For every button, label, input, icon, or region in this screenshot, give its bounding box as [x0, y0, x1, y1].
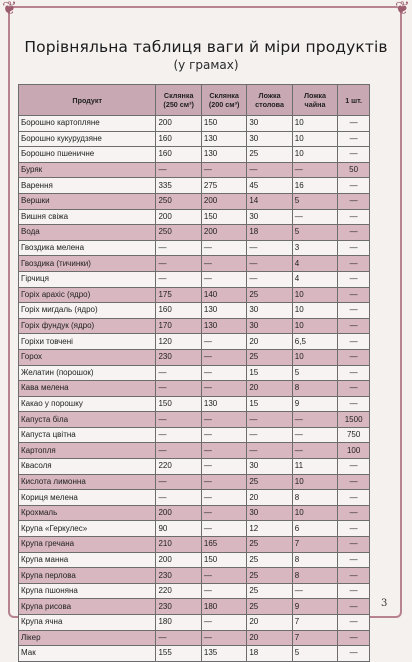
cup-200-cell: 275: [201, 178, 246, 194]
teaspoon-cell: 8: [292, 568, 337, 584]
teaspoon-cell: —: [292, 162, 337, 178]
teaspoon-cell: 8: [292, 552, 337, 568]
piece-cell: —: [338, 147, 370, 163]
cup-200-cell: 180: [201, 599, 246, 615]
cup-250-cell: 210: [156, 537, 201, 553]
tablespoon-cell: —: [247, 443, 292, 459]
cup-250-cell: —: [156, 365, 201, 381]
table-row: [19, 240, 370, 256]
teaspoon-cell: 9: [292, 396, 337, 412]
product-name-cell: Горіх фундук (ядро): [19, 318, 156, 334]
table-row: [19, 225, 370, 241]
cup-250-cell: 155: [156, 646, 201, 662]
table-row: [19, 646, 370, 662]
teaspoon-cell: 9: [292, 599, 337, 615]
teaspoon-cell: 5: [292, 365, 337, 381]
tablespoon-cell: 25: [247, 537, 292, 553]
table-row: [19, 630, 370, 646]
piece-cell: —: [338, 334, 370, 350]
piece-cell: —: [338, 131, 370, 147]
header-tablespoon: Ложка столова: [247, 85, 292, 116]
product-name-cell: Капуста цвітна: [19, 427, 156, 443]
tablespoon-cell: 30: [247, 209, 292, 225]
cup-200-cell: —: [201, 349, 246, 365]
tablespoon-cell: 25: [247, 583, 292, 599]
table-row: [19, 552, 370, 568]
product-name-cell: Крупа ячна: [19, 615, 156, 631]
cup-250-cell: 90: [156, 521, 201, 537]
table-row: [19, 537, 370, 553]
header-cup-200: Склянка (200 см³): [201, 85, 246, 116]
cup-250-cell: 200: [156, 116, 201, 132]
piece-cell: —: [338, 240, 370, 256]
piece-cell: —: [338, 209, 370, 225]
cup-200-cell: 200: [201, 193, 246, 209]
cup-250-cell: —: [156, 256, 201, 272]
teaspoon-cell: 5: [292, 193, 337, 209]
table-row: [19, 412, 370, 428]
tablespoon-cell: 15: [247, 365, 292, 381]
table-row: [19, 568, 370, 584]
cup-200-cell: —: [201, 521, 246, 537]
tablespoon-cell: 25: [247, 349, 292, 365]
tablespoon-cell: 20: [247, 490, 292, 506]
teaspoon-cell: —: [292, 583, 337, 599]
teaspoon-cell: 10: [292, 147, 337, 163]
page-subtitle: (у грамах): [173, 58, 239, 72]
table-row: [19, 615, 370, 631]
cup-200-cell: 130: [201, 131, 246, 147]
tablespoon-cell: 25: [247, 147, 292, 163]
product-name-cell: Кориця мелена: [19, 490, 156, 506]
cup-200-cell: 150: [201, 552, 246, 568]
product-name-cell: Вишня свіжа: [19, 209, 156, 225]
table-row: [19, 162, 370, 178]
table-row: [19, 459, 370, 475]
tablespoon-cell: 20: [247, 381, 292, 397]
teaspoon-cell: —: [292, 443, 337, 459]
piece-cell: —: [338, 459, 370, 475]
teaspoon-cell: 8: [292, 490, 337, 506]
piece-cell: —: [338, 474, 370, 490]
product-name-cell: Крохмаль: [19, 505, 156, 521]
product-name-cell: Вода: [19, 225, 156, 241]
cup-250-cell: 180: [156, 615, 201, 631]
table-body: [19, 116, 370, 662]
product-name-cell: Крупа манна: [19, 552, 156, 568]
tablespoon-cell: —: [247, 162, 292, 178]
cup-200-cell: —: [201, 490, 246, 506]
teaspoon-cell: 10: [292, 505, 337, 521]
teaspoon-cell: 11: [292, 459, 337, 475]
piece-cell: 1500: [338, 412, 370, 428]
cup-200-cell: —: [201, 505, 246, 521]
cup-200-cell: —: [201, 240, 246, 256]
product-name-cell: Горіх арахіс (ядро): [19, 287, 156, 303]
piece-cell: —: [338, 568, 370, 584]
teaspoon-cell: 6,5: [292, 334, 337, 350]
product-name-cell: Гірчиця: [19, 271, 156, 287]
product-name-cell: Кислота лимонна: [19, 474, 156, 490]
cup-200-cell: —: [201, 583, 246, 599]
piece-cell: —: [338, 646, 370, 662]
tablespoon-cell: —: [247, 240, 292, 256]
table-row: [19, 271, 370, 287]
cup-200-cell: —: [201, 474, 246, 490]
cup-200-cell: —: [201, 459, 246, 475]
tablespoon-cell: —: [247, 271, 292, 287]
cup-250-cell: —: [156, 240, 201, 256]
cup-200-cell: —: [201, 256, 246, 272]
piece-cell: —: [338, 256, 370, 272]
piece-cell: —: [338, 583, 370, 599]
table-header-row: [19, 85, 370, 116]
piece-cell: —: [338, 630, 370, 646]
product-name-cell: Мак: [19, 646, 156, 662]
piece-cell: —: [338, 193, 370, 209]
table-row: [19, 116, 370, 132]
piece-cell: —: [338, 225, 370, 241]
cup-250-cell: 170: [156, 318, 201, 334]
table-row: [19, 287, 370, 303]
table-row: [19, 131, 370, 147]
cup-200-cell: —: [201, 334, 246, 350]
products-table: [18, 84, 370, 662]
cup-200-cell: —: [201, 365, 246, 381]
cup-250-cell: 230: [156, 568, 201, 584]
cup-250-cell: —: [156, 490, 201, 506]
table-row: [19, 256, 370, 272]
table-row: [19, 365, 370, 381]
table-row: [19, 490, 370, 506]
tablespoon-cell: 25: [247, 474, 292, 490]
tablespoon-cell: 25: [247, 287, 292, 303]
cup-250-cell: 220: [156, 583, 201, 599]
piece-cell: —: [338, 521, 370, 537]
tablespoon-cell: —: [247, 412, 292, 428]
teaspoon-cell: —: [292, 427, 337, 443]
table-row: [19, 474, 370, 490]
tablespoon-cell: 14: [247, 193, 292, 209]
product-name-cell: Крупа пшоняна: [19, 583, 156, 599]
teaspoon-cell: 10: [292, 116, 337, 132]
piece-cell: —: [338, 365, 370, 381]
table-row: [19, 381, 370, 397]
product-name-cell: Крупа гречана: [19, 537, 156, 553]
table-row: [19, 443, 370, 459]
product-name-cell: Картопля: [19, 443, 156, 459]
tablespoon-cell: —: [247, 427, 292, 443]
product-name-cell: Варення: [19, 178, 156, 194]
table-row: [19, 583, 370, 599]
cup-250-cell: 150: [156, 396, 201, 412]
teaspoon-cell: 6: [292, 521, 337, 537]
cup-250-cell: —: [156, 162, 201, 178]
tablespoon-cell: 30: [247, 131, 292, 147]
cup-250-cell: 160: [156, 131, 201, 147]
product-name-cell: Борошно кукурудзяне: [19, 131, 156, 147]
cup-200-cell: —: [201, 412, 246, 428]
tablespoon-cell: 30: [247, 459, 292, 475]
tablespoon-cell: 25: [247, 568, 292, 584]
teaspoon-cell: 16: [292, 178, 337, 194]
cup-250-cell: —: [156, 427, 201, 443]
tablespoon-cell: 30: [247, 318, 292, 334]
header-piece: 1 шт.: [338, 85, 370, 116]
cup-200-cell: 140: [201, 287, 246, 303]
table-row: [19, 147, 370, 163]
teaspoon-cell: 10: [292, 474, 337, 490]
teaspoon-cell: 7: [292, 630, 337, 646]
tablespoon-cell: 20: [247, 334, 292, 350]
cup-250-cell: 160: [156, 303, 201, 319]
cup-250-cell: 335: [156, 178, 201, 194]
piece-cell: —: [338, 271, 370, 287]
cup-250-cell: —: [156, 474, 201, 490]
teaspoon-cell: —: [292, 412, 337, 428]
tablespoon-cell: 20: [247, 630, 292, 646]
product-name-cell: Буряк: [19, 162, 156, 178]
piece-cell: —: [338, 381, 370, 397]
table-row: [19, 318, 370, 334]
table-row: [19, 599, 370, 615]
cup-200-cell: 165: [201, 537, 246, 553]
cup-200-cell: 130: [201, 147, 246, 163]
table-row: [19, 505, 370, 521]
tablespoon-cell: 45: [247, 178, 292, 194]
product-name-cell: Горох: [19, 349, 156, 365]
table-row: [19, 303, 370, 319]
table-row: [19, 427, 370, 443]
piece-cell: —: [338, 615, 370, 631]
cup-250-cell: 230: [156, 349, 201, 365]
piece-cell: 50: [338, 162, 370, 178]
cup-200-cell: 130: [201, 318, 246, 334]
cup-200-cell: —: [201, 615, 246, 631]
cup-250-cell: 175: [156, 287, 201, 303]
table-row: [19, 349, 370, 365]
cup-200-cell: —: [201, 427, 246, 443]
cup-200-cell: —: [201, 271, 246, 287]
cup-250-cell: 250: [156, 193, 201, 209]
product-name-cell: Капуста біла: [19, 412, 156, 428]
tablespoon-cell: 25: [247, 552, 292, 568]
header-cup-250: Склянка (250 см³): [156, 85, 201, 116]
teaspoon-cell: 7: [292, 537, 337, 553]
teaspoon-cell: 3: [292, 240, 337, 256]
product-name-cell: Борошно пшеничне: [19, 147, 156, 163]
teaspoon-cell: 4: [292, 256, 337, 272]
table-row: [19, 178, 370, 194]
piece-cell: —: [338, 303, 370, 319]
piece-cell: —: [338, 505, 370, 521]
cup-200-cell: —: [201, 630, 246, 646]
cup-200-cell: 135: [201, 646, 246, 662]
teaspoon-cell: —: [292, 209, 337, 225]
piece-cell: —: [338, 396, 370, 412]
product-name-cell: Кава мелена: [19, 381, 156, 397]
piece-cell: —: [338, 490, 370, 506]
cup-250-cell: —: [156, 271, 201, 287]
teaspoon-cell: 10: [292, 287, 337, 303]
tablespoon-cell: 30: [247, 303, 292, 319]
cup-250-cell: —: [156, 381, 201, 397]
cup-200-cell: 150: [201, 116, 246, 132]
table-row: [19, 209, 370, 225]
product-name-cell: Желатин (порошок): [19, 365, 156, 381]
product-name-cell: Горіхи товчені: [19, 334, 156, 350]
piece-cell: —: [338, 178, 370, 194]
cup-200-cell: —: [201, 443, 246, 459]
cup-250-cell: 250: [156, 225, 201, 241]
tablespoon-cell: 30: [247, 116, 292, 132]
teaspoon-cell: 8: [292, 381, 337, 397]
cup-250-cell: 120: [156, 334, 201, 350]
tablespoon-cell: 25: [247, 599, 292, 615]
cup-250-cell: —: [156, 630, 201, 646]
piece-cell: 750: [338, 427, 370, 443]
cup-250-cell: —: [156, 412, 201, 428]
cup-200-cell: —: [201, 568, 246, 584]
product-name-cell: Гвоздика мелена: [19, 240, 156, 256]
table-row: [19, 334, 370, 350]
teaspoon-cell: 5: [292, 646, 337, 662]
product-name-cell: Крупа «Геркулес»: [19, 521, 156, 537]
product-name-cell: Какао у порошку: [19, 396, 156, 412]
tablespoon-cell: 12: [247, 521, 292, 537]
cup-200-cell: 130: [201, 396, 246, 412]
page-number: 3: [381, 598, 388, 609]
tablespoon-cell: —: [247, 256, 292, 272]
cup-250-cell: 220: [156, 459, 201, 475]
cup-250-cell: 200: [156, 209, 201, 225]
piece-cell: —: [338, 552, 370, 568]
cup-200-cell: 200: [201, 225, 246, 241]
corner-ornament-icon: ❦: [394, 0, 410, 19]
piece-cell: —: [338, 116, 370, 132]
cup-250-cell: 160: [156, 147, 201, 163]
header-product: Продукт: [19, 85, 156, 116]
piece-cell: —: [338, 287, 370, 303]
product-name-cell: Горіх мигдаль (ядро): [19, 303, 156, 319]
tablespoon-cell: 30: [247, 505, 292, 521]
product-name-cell: Крупа перлова: [19, 568, 156, 584]
teaspoon-cell: 10: [292, 131, 337, 147]
cup-250-cell: 200: [156, 552, 201, 568]
cup-200-cell: 150: [201, 209, 246, 225]
table-row: [19, 521, 370, 537]
table-row: [19, 396, 370, 412]
product-name-cell: Крупа рисова: [19, 599, 156, 615]
corner-ornament-icon: ❦: [2, 0, 18, 19]
cup-200-cell: —: [201, 162, 246, 178]
piece-cell: —: [338, 318, 370, 334]
cup-250-cell: 200: [156, 505, 201, 521]
tablespoon-cell: 15: [247, 396, 292, 412]
product-name-cell: Лікер: [19, 630, 156, 646]
cup-250-cell: —: [156, 443, 201, 459]
cup-200-cell: —: [201, 381, 246, 397]
page-title: Порівняльна таблиця ваги й міри продуктів: [24, 38, 388, 56]
teaspoon-cell: 7: [292, 615, 337, 631]
product-name-cell: Вершки: [19, 193, 156, 209]
table-row: [19, 193, 370, 209]
piece-cell: —: [338, 349, 370, 365]
teaspoon-cell: 5: [292, 225, 337, 241]
tablespoon-cell: 18: [247, 646, 292, 662]
tablespoon-cell: 20: [247, 615, 292, 631]
teaspoon-cell: 10: [292, 303, 337, 319]
teaspoon-cell: 10: [292, 349, 337, 365]
tablespoon-cell: 18: [247, 225, 292, 241]
product-name-cell: Гвоздика (тичинки): [19, 256, 156, 272]
teaspoon-cell: 10: [292, 318, 337, 334]
piece-cell: —: [338, 537, 370, 553]
teaspoon-cell: 4: [292, 271, 337, 287]
cup-200-cell: 130: [201, 303, 246, 319]
piece-cell: 100: [338, 443, 370, 459]
product-name-cell: Борошно картопляне: [19, 116, 156, 132]
product-name-cell: Квасоля: [19, 459, 156, 475]
cup-250-cell: 230: [156, 599, 201, 615]
header-teaspoon: Ложка чайна: [292, 85, 337, 116]
piece-cell: —: [338, 599, 370, 615]
